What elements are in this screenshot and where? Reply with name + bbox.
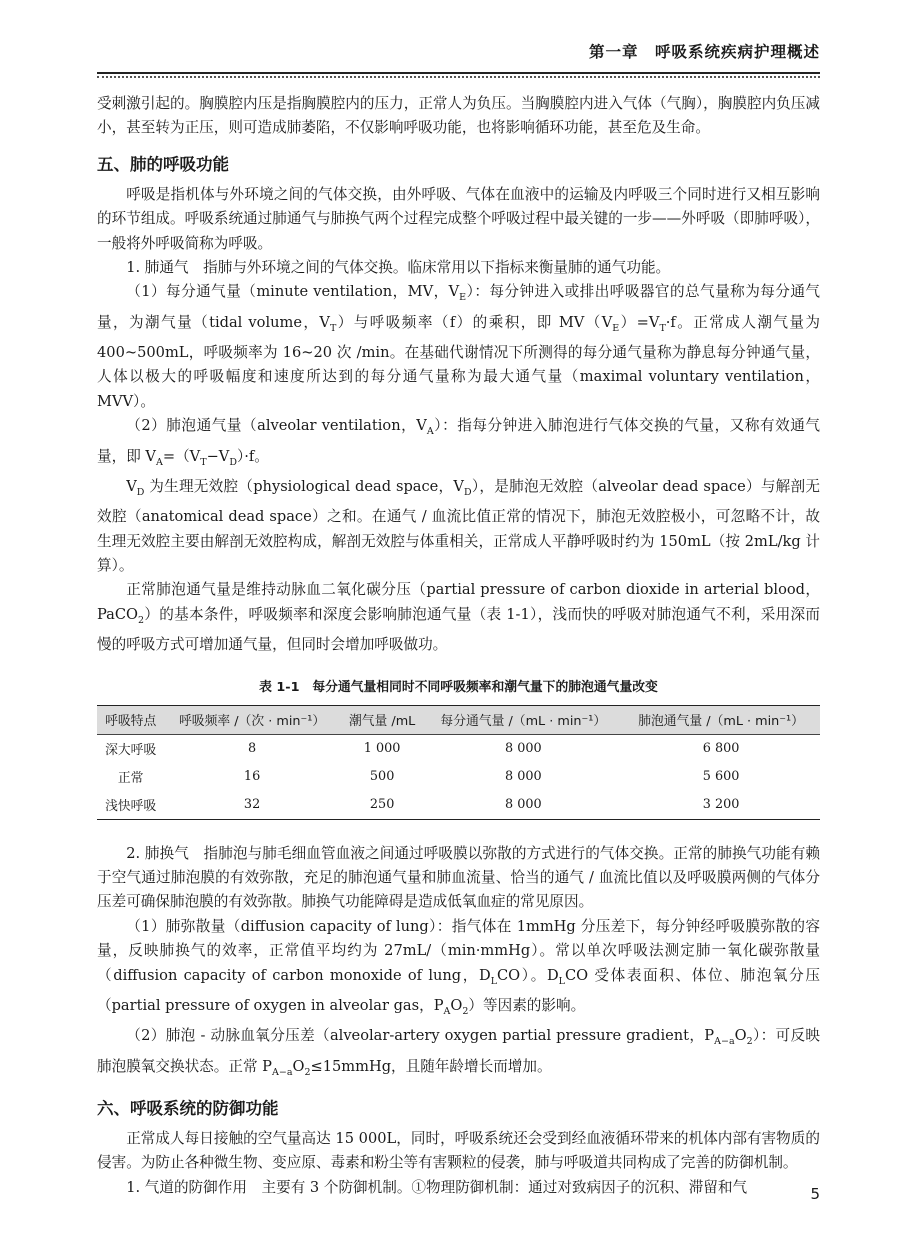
table-cell: 6 800 bbox=[702, 741, 740, 757]
table-spacer bbox=[97, 820, 820, 842]
table-cell: 500 bbox=[369, 769, 395, 785]
table-cell: 8 000 bbox=[505, 769, 542, 785]
table-cell: 8 bbox=[248, 741, 257, 757]
table-cell: 32 bbox=[164, 791, 339, 820]
paragraph-diffusion-capacity: （1）肺弥散量（diffusion capacity of lung）：指气体在 1mmHg 分压差下，每分钟经呼吸膜弥散的容量，反映肺换气的效率，正常值平均约为 27mL/（min·mmHg）。常以单次呼吸法测定肺一氧化碳弥散量（diffusion capacity of carbon monoxide of lung，$D_LCO$）。$D_LCO$ 受体表面积、体位、肺泡氧分压（partial pressure of oxygen in alveolar gas，$P_AO_2$）等因素的影响。 bbox=[97, 917, 820, 1017]
table-cell: 8 000 bbox=[424, 791, 622, 820]
table-row bbox=[97, 763, 820, 791]
table-row bbox=[97, 734, 820, 763]
paragraph-gas-exchange: 2. 肺换气 指肺泡与肺毛细血管血液之间通过呼吸膜以弥散的方式进行的气体交换。正常的肺换气功能有赖于空气通过肺泡膜的有效弥散，充足的肺泡通气量和肺血流量、恰当的通气 / 血流比值以及呼吸膜两侧的气体分压差可确保肺泡膜的有效弥散。肺换气功能障碍是造成低氧血症的常见原因。 bbox=[97, 844, 820, 911]
paragraph-alveolar-ventilation: （2）肺泡通气量（alveolar ventilation，$V_A$）：指每分钟进入肺泡进行气体交换的气量，又称有效通气量，即 $V_A=(V_T-V_D)\cdot f$。 bbox=[97, 417, 820, 468]
paragraph-airway-defense: 1. 气道的防御作用 主要有 3 个防御机制。①物理防御机制：通过对致病因子的沉积、滞留和气 bbox=[126, 1178, 748, 1196]
section-heading-6: 六、呼吸系统的防御功能 bbox=[97, 1098, 279, 1118]
paragraph-respiration: 呼吸是指机体与外环境之间的气体交换，由外呼吸、气体在血液中的运输及内呼吸三个同时进行又相互影响的环节组成。呼吸系统通过肺通气与肺换气两个过程完成整个呼吸过程中最关键的一步——外呼吸（即肺呼吸），一般将外呼吸简称为呼吸。 bbox=[97, 185, 820, 252]
table-cell: 5 600 bbox=[702, 769, 740, 785]
table-cell: 3 200 bbox=[622, 791, 820, 820]
table-cell: 1 000 bbox=[363, 741, 401, 757]
table-header-cell: 呼吸特点 bbox=[97, 705, 164, 734]
body-content bbox=[97, 92, 820, 1200]
paragraph-aa-gradient: （2）肺泡 - 动脉血氧分压差（alveolar-artery oxygen partial pressure gradient，$P_{A-a}O_2$）：可反映肺泡膜氧交换状态。正常 $P_{A-a}O_2\le 15mmHg$，且随年龄增长而增加。 bbox=[97, 1027, 821, 1078]
table-cell: 16 bbox=[243, 769, 261, 785]
paragraph-defense-intro: 正常成人每日接触的空气量高达 15 000L，同时，呼吸系统还会受到经血液循环带来的机体内部有害物质的侵害。为防止各种微生物、变应原、毒素和粉尘等有害颗粒的侵袭，肺与呼吸道共同构成了完善的防御机制。 bbox=[97, 1129, 820, 1172]
paragraph-dead-space: $V_D$ 为生理无效腔（physiological dead space，$V_D$），是肺泡无效腔（alveolar dead space）与解剖无效腔（anatomical dead space）之和。在通气 / 血流比值正常的情况下，肺泡无效腔极小，可忽略不计，故生理无效腔主要由解剖无效腔构成，解剖无效腔与体重相关，正常成人平静呼吸时约为 150mL（按 2mL/kg 计算）。 bbox=[97, 477, 820, 575]
table-row bbox=[97, 791, 820, 820]
running-header: 第一章 呼吸系统疾病护理概述 bbox=[588, 43, 820, 61]
header-rule bbox=[97, 72, 820, 74]
paragraph-minute-ventilation: （1）每分通气量（minute ventilation，MV，$V_E$）：每分钟进入或排出呼吸器官的总气量称为每分通气量，为潮气量（tidal volume，$V_T$）与呼吸频率（f）的乘积，即 $MV(V_E)=V_T\cdot f$。正常成人潮气量为 400~500mL，呼吸频率为 16~20 次 /min。在基础代谢情况下所测得的每分通气量称为静息每分钟通气量，人体以极大的呼吸幅度和速度所达到的每分通气量称为最大通气量（maximal voluntary ventilation，MVV）。 bbox=[97, 283, 821, 410]
header-dotted-rule bbox=[97, 76, 820, 78]
table-header-cell: 每分通气量 /（mL · min⁻¹） bbox=[424, 705, 622, 734]
table-header-row bbox=[97, 705, 820, 734]
paragraph-paco2: 正常肺泡通气量是维持动脉血二氧化碳分压（partial pressure of carbon dioxide in arterial blood，PaCO$_2$）的基本条件，呼吸频率和深度会影响肺泡通气量（表 1-1），浅而快的呼吸对肺泡通气不利，采用深而慢的呼吸方式可增加通气量，但同时会增加呼吸做功。 bbox=[97, 581, 820, 654]
table-header-cell: 肺泡通气量 /（mL · min⁻¹） bbox=[622, 705, 820, 734]
table-cell: 浅快呼吸 bbox=[97, 791, 164, 820]
table-cell: 深大呼吸 bbox=[105, 743, 157, 759]
table-header-cell: 呼吸频率 /（次 · min⁻¹） bbox=[164, 705, 339, 734]
table-cell: 正常 bbox=[117, 771, 144, 787]
section-heading-5: 五、肺的呼吸功能 bbox=[97, 154, 229, 174]
page-number: 5 bbox=[810, 1185, 820, 1203]
table-caption: 表 1-1 每分通气量相同时不同呼吸频率和潮气量下的肺泡通气量改变 bbox=[259, 679, 658, 695]
paragraph-ventilation: 1. 肺通气 指肺与外环境之间的气体交换。临床常用以下指标来衡量肺的通气功能。 bbox=[126, 259, 671, 277]
ventilation-table bbox=[97, 705, 820, 820]
table-cell: 8 000 bbox=[505, 741, 542, 757]
table-cell: 250 bbox=[340, 791, 425, 820]
table-header-cell: 潮气量 /mL bbox=[340, 705, 425, 734]
paragraph-intro: 受刺激引起的。胸膜腔内压是指胸膜腔内的压力，正常人为负压。当胸膜腔内进入气体（气胸），胸膜腔内负压减小，甚至转为正压，则可造成肺萎陷，不仅影响呼吸功能，也将影响循环功能，甚至危及生命。 bbox=[97, 95, 820, 137]
